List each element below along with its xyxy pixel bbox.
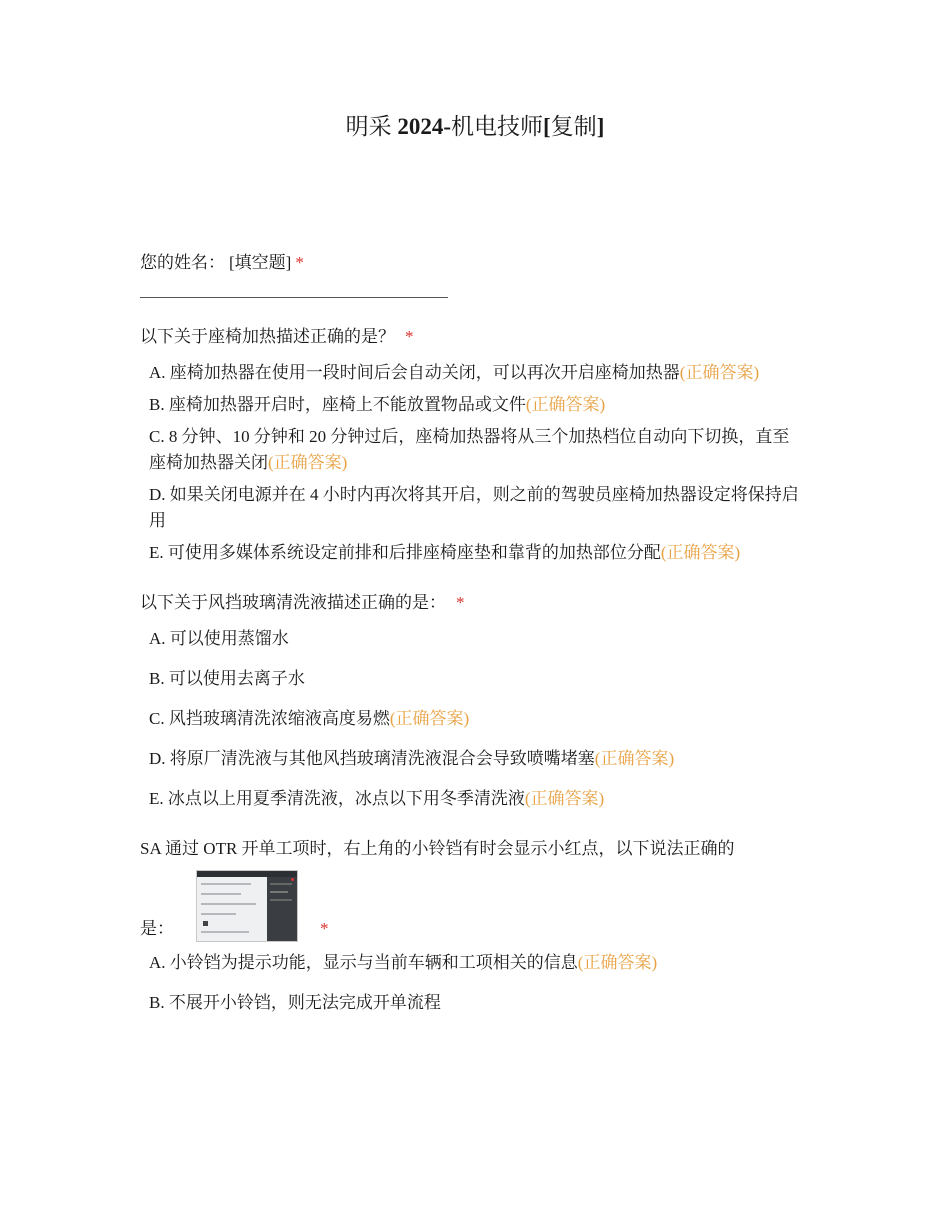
thumbnail-side-panel (267, 877, 297, 941)
option-text: E. 冰点以上用夏季清洗液，冰点以下用冬季清洗液 (149, 789, 525, 808)
thumbnail-row (201, 913, 236, 915)
correct-answer-mark: (正确答案) (524, 789, 605, 808)
title-year: 2024- (397, 114, 452, 139)
option-b[interactable] (149, 392, 800, 418)
question-otr-bell (140, 834, 800, 1016)
name-fill-line[interactable] (140, 296, 448, 298)
option-c[interactable] (149, 424, 800, 476)
option-d[interactable] (149, 482, 800, 534)
question-type: [填空题] (229, 253, 292, 272)
question-text: SA 通过 OTR 开单工项时，右上角的小铃铛有时会显示小红点，以下说法正确的 (140, 839, 735, 858)
bell-red-dot-icon (291, 878, 294, 881)
title-bracket-close: ] (596, 114, 605, 139)
option-c[interactable] (149, 706, 800, 732)
question-label: 以下关于风挡玻璃清洗液描述正确的是： (140, 593, 446, 612)
correct-answer-mark: (正确答案) (268, 453, 348, 472)
question-name (140, 248, 800, 298)
option-b[interactable] (149, 990, 800, 1016)
thumbnail-block (203, 921, 208, 926)
option-e[interactable] (149, 786, 800, 812)
option-a[interactable] (149, 950, 800, 976)
thumbnail-row (201, 883, 251, 885)
title-text-2: 机电技师 (451, 114, 544, 139)
option-a[interactable] (149, 360, 800, 386)
thumbnail-row (201, 903, 256, 905)
option-text: A. 座椅加热器在使用一段时间后会自动关闭，可以再次开启座椅加热器 (149, 363, 680, 382)
question-label: 是： (140, 919, 174, 938)
option-text: E. 可使用多媒体系统设定前排和后排座椅座垫和靠背的加热部位分配 (149, 543, 661, 562)
correct-answer-mark: (正确答案) (525, 395, 606, 414)
correct-answer-mark: (正确答案) (577, 953, 658, 972)
option-text: A. 可以使用蒸馏水 (149, 629, 289, 648)
title-bracket-open: [ (543, 114, 551, 139)
questionnaire (140, 248, 800, 1030)
document-title (0, 110, 950, 144)
question-label: 以下关于座椅加热描述正确的是？ (140, 327, 395, 346)
thumbnail-row (270, 883, 292, 885)
correct-answer-mark: (正确答案) (389, 709, 470, 728)
title-text: 明采 (345, 114, 398, 139)
otr-screenshot-thumbnail (196, 870, 298, 942)
required-mark: * (320, 919, 329, 938)
thumbnail-row (201, 893, 241, 895)
thumbnail-row (270, 899, 292, 901)
option-e[interactable] (149, 540, 800, 566)
option-text: C. 8 分钟、10 分钟和 20 分钟过后，座椅加热器将从三个加热档位自动向下切换，直至座椅加热器关闭 (149, 427, 790, 472)
option-text: B. 可以使用去离子水 (149, 669, 305, 688)
question-text (140, 588, 800, 618)
option-d[interactable] (149, 746, 800, 772)
question-text-line2 (140, 870, 800, 942)
required-mark: * (456, 593, 465, 612)
question-label: 您的姓名： (140, 253, 225, 272)
correct-answer-mark: (正确答案) (679, 363, 760, 382)
option-text: C. 风挡玻璃清洗浓缩液高度易燃 (149, 709, 390, 728)
option-text: A. 小铃铛为提示功能，显示与当前车辆和工项相关的信息 (149, 953, 578, 972)
option-b[interactable] (149, 666, 800, 692)
correct-answer-mark: (正确答案) (660, 543, 741, 562)
option-text: B. 座椅加热器开启时，座椅上不能放置物品或文件 (149, 395, 526, 414)
option-list (149, 360, 800, 566)
question-text (140, 322, 800, 352)
correct-answer-mark: (正确答案) (594, 749, 675, 768)
option-list (149, 626, 800, 812)
question-text (140, 248, 800, 278)
question-washer-fluid (140, 588, 800, 812)
question-seat-heating (140, 322, 800, 566)
title-copy: 复制 (550, 114, 597, 139)
thumbnail-row (270, 891, 288, 893)
option-a[interactable] (149, 626, 800, 652)
required-mark: * (405, 327, 414, 346)
thumbnail-row (201, 931, 249, 933)
option-list (149, 950, 800, 1016)
option-text: B. 不展开小铃铛，则无法完成开单流程 (149, 993, 441, 1012)
option-text: D. 如果关闭电源并在 4 小时内再次将其开启，则之前的驾驶员座椅加热器设定将保持启用 (149, 485, 799, 530)
option-text: D. 将原厂清洗液与其他风挡玻璃清洗液混合会导致喷嘴堵塞 (149, 749, 595, 768)
required-mark: * (295, 253, 304, 272)
